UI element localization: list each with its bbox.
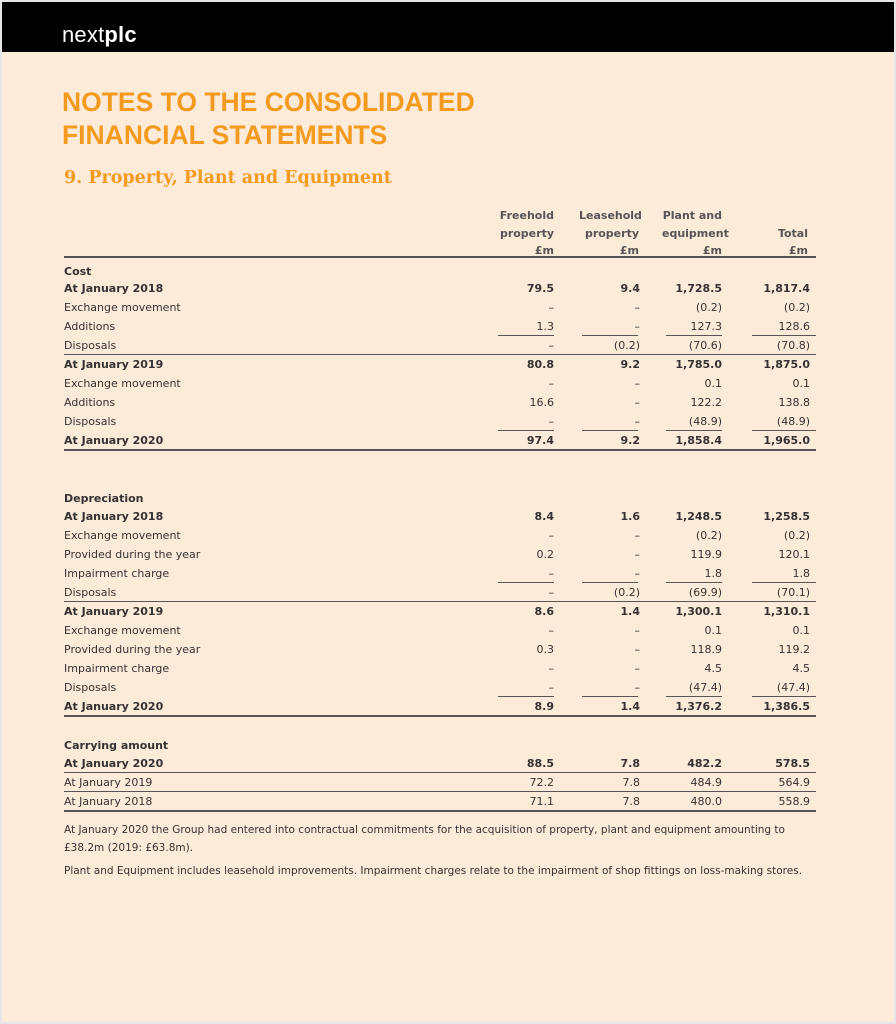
cell-value: – xyxy=(634,681,640,694)
table-rule xyxy=(498,582,554,583)
cell-value: 1,875.0 xyxy=(763,358,810,371)
row-label: Impairment charge xyxy=(64,567,170,580)
table-rule xyxy=(666,430,722,431)
document-page xyxy=(2,2,894,1022)
table-row xyxy=(64,773,816,792)
table-row xyxy=(64,336,816,355)
cell-value: 1,300.1 xyxy=(675,605,722,618)
cell-value: (0.2) xyxy=(613,339,640,352)
cell-value: 1.8 xyxy=(704,567,722,580)
table-rule xyxy=(666,335,722,336)
cell-value: 128.6 xyxy=(778,320,810,333)
brand-logo: nextplc xyxy=(62,22,137,47)
cell-value: 88.5 xyxy=(526,757,554,770)
column-header-freehold: Freehold property £m xyxy=(499,209,554,257)
table-rule xyxy=(752,582,816,583)
cell-value: – xyxy=(548,681,554,694)
cell-value: 1,817.4 xyxy=(763,282,810,295)
depreciation-section-heading: Depreciation xyxy=(64,492,144,505)
cell-value: 1,728.5 xyxy=(675,282,722,295)
table-rule xyxy=(64,354,816,355)
cell-value: 0.1 xyxy=(704,377,722,390)
row-label: At January 2018 xyxy=(64,795,153,808)
cell-value: 484.9 xyxy=(690,776,722,789)
table-rule xyxy=(666,582,722,583)
cell-value: – xyxy=(548,567,554,580)
cell-value: 1,248.5 xyxy=(675,510,722,523)
cell-value: 16.6 xyxy=(529,396,554,409)
row-label: At January 2020 xyxy=(64,434,164,447)
cell-value: 0.1 xyxy=(792,624,810,637)
cell-value: 9.4 xyxy=(620,282,640,295)
table-row xyxy=(64,640,816,659)
table-row xyxy=(64,754,816,773)
row-label: At January 2019 xyxy=(64,605,164,618)
table-row xyxy=(64,621,816,640)
cell-value: 119.2 xyxy=(778,643,810,656)
cell-value: 1,310.1 xyxy=(763,605,810,618)
cell-value: – xyxy=(634,624,640,637)
table-row xyxy=(64,279,816,298)
carrying-section-heading: Carrying amount xyxy=(64,739,169,752)
cell-value: 8.6 xyxy=(534,605,554,618)
row-label: Disposals xyxy=(64,339,117,352)
cell-value: (70.6) xyxy=(688,339,722,352)
cell-value: 1,965.0 xyxy=(763,434,810,447)
cell-value: (0.2) xyxy=(783,529,810,542)
cell-value: 482.2 xyxy=(687,757,722,770)
table-row xyxy=(64,431,816,450)
row-label: At January 2018 xyxy=(64,282,164,295)
cell-value: 4.5 xyxy=(704,662,722,675)
cell-value: 97.4 xyxy=(526,434,554,447)
table-rule xyxy=(752,335,816,336)
row-label: Provided during the year xyxy=(64,548,201,561)
cell-value: 80.8 xyxy=(526,358,554,371)
cell-value: 0.3 xyxy=(536,643,554,656)
row-label: At January 2020 xyxy=(64,757,164,770)
cell-value: 120.1 xyxy=(778,548,810,561)
cell-value: 4.5 xyxy=(792,662,810,675)
table-row xyxy=(64,355,816,374)
cell-value: 7.8 xyxy=(622,795,640,808)
cell-value: – xyxy=(634,301,640,314)
cell-value: – xyxy=(634,662,640,675)
cell-value: (48.9) xyxy=(688,415,722,428)
cell-value: 118.9 xyxy=(690,643,722,656)
cell-value: – xyxy=(548,662,554,675)
cell-value: (69.9) xyxy=(688,586,722,599)
cell-value: – xyxy=(634,643,640,656)
cell-value: 564.9 xyxy=(778,776,810,789)
cell-value: 9.2 xyxy=(620,358,640,371)
section-title: 9. Property, Plant and Equipment xyxy=(64,168,392,188)
row-label: At January 2019 xyxy=(64,358,164,371)
page-title: NOTES TO THE CONSOLIDATED FINANCIAL STATEMENTS xyxy=(62,87,475,150)
cell-value: 578.5 xyxy=(775,757,810,770)
cell-value: 1.6 xyxy=(620,510,640,523)
cell-value: – xyxy=(548,301,554,314)
cell-value: 8.4 xyxy=(534,510,554,523)
cell-value: – xyxy=(548,377,554,390)
cell-value: (70.1) xyxy=(776,586,810,599)
table-rule xyxy=(752,430,816,431)
cell-value: 1,858.4 xyxy=(675,434,722,447)
table-row xyxy=(64,412,816,431)
cell-value: 0.2 xyxy=(536,548,554,561)
table-rule xyxy=(582,430,638,431)
table-row xyxy=(64,545,816,564)
cell-value: 1.4 xyxy=(620,605,640,618)
improvements-note: Plant and Equipment includes leasehold improvements. Impairment charges relate to the impairment of shop fittings on loss-making stores. xyxy=(64,865,803,877)
cell-value: 8.9 xyxy=(534,700,554,713)
cell-value: – xyxy=(548,529,554,542)
cell-value: – xyxy=(634,320,640,333)
column-header-leasehold: Leasehold property £m xyxy=(579,209,642,257)
table-rule xyxy=(582,582,638,583)
table-rule xyxy=(64,791,816,792)
table-rule xyxy=(498,430,554,431)
cell-value: (0.2) xyxy=(783,301,810,314)
cell-value: 1,386.5 xyxy=(763,700,810,713)
cell-value: – xyxy=(548,586,554,599)
table-rule xyxy=(64,810,816,812)
row-label: At January 2019 xyxy=(64,776,153,789)
cell-value: 7.8 xyxy=(622,776,640,789)
table-rule xyxy=(64,449,816,451)
row-label: Exchange movement xyxy=(64,624,181,637)
cell-value: – xyxy=(548,415,554,428)
row-label: At January 2018 xyxy=(64,510,164,523)
cell-value: 1.4 xyxy=(620,700,640,713)
header-rule xyxy=(64,256,816,258)
table-row xyxy=(64,583,816,602)
table-row xyxy=(64,792,816,811)
cell-value: – xyxy=(634,548,640,561)
row-label: Exchange movement xyxy=(64,377,181,390)
cell-value: 119.9 xyxy=(690,548,722,561)
column-header-plant: Plant and equipment £m xyxy=(662,209,729,257)
header-bar xyxy=(2,2,894,52)
table-rule xyxy=(64,715,816,717)
table-row xyxy=(64,697,816,716)
cell-value: 127.3 xyxy=(690,320,722,333)
cell-value: 138.8 xyxy=(778,396,810,409)
commitments-note: At January 2020 the Group had entered into contractual commitments for the acquisition of property, plant and equipment amounting to £38.2m (2019: £63.8m). xyxy=(64,824,785,854)
table-rule xyxy=(498,335,554,336)
cell-value: 122.2 xyxy=(690,396,722,409)
table-rule xyxy=(64,601,816,602)
cell-value: (70.8) xyxy=(776,339,810,352)
table-rule xyxy=(498,696,554,697)
cell-value: 480.0 xyxy=(690,795,722,808)
cell-value: 558.9 xyxy=(778,795,810,808)
cell-value: – xyxy=(634,377,640,390)
cell-value: 1.3 xyxy=(536,320,554,333)
row-label: Additions xyxy=(64,320,116,333)
table-row xyxy=(64,298,816,317)
row-label: Exchange movement xyxy=(64,529,181,542)
cell-value: – xyxy=(548,624,554,637)
row-label: Disposals xyxy=(64,681,117,694)
table-row xyxy=(64,393,816,412)
table-row xyxy=(64,374,816,393)
row-label: Provided during the year xyxy=(64,643,201,656)
row-label: Impairment charge xyxy=(64,662,170,675)
cell-value: 79.5 xyxy=(526,282,554,295)
table-rule xyxy=(752,696,816,697)
cell-value: – xyxy=(634,529,640,542)
cell-value: – xyxy=(634,396,640,409)
cell-value: – xyxy=(548,339,554,352)
row-label: Additions xyxy=(64,396,116,409)
table-rule xyxy=(666,696,722,697)
cell-value: – xyxy=(634,415,640,428)
cell-value: 72.2 xyxy=(529,776,554,789)
table-rule xyxy=(582,696,638,697)
table-rule xyxy=(582,335,638,336)
cell-value: – xyxy=(634,567,640,580)
cell-value: 0.1 xyxy=(704,624,722,637)
cell-value: (47.4) xyxy=(776,681,810,694)
cell-value: (48.9) xyxy=(776,415,810,428)
table-row xyxy=(64,678,816,697)
cell-value: (0.2) xyxy=(695,301,722,314)
table-row xyxy=(64,507,816,526)
table-row xyxy=(64,317,816,336)
cell-value: 7.8 xyxy=(620,757,640,770)
table-row xyxy=(64,602,816,621)
cell-value: (47.4) xyxy=(688,681,722,694)
row-label: At January 2020 xyxy=(64,700,164,713)
cell-value: 1,376.2 xyxy=(675,700,722,713)
row-label: Disposals xyxy=(64,586,117,599)
row-label: Exchange movement xyxy=(64,301,181,314)
row-label: Disposals xyxy=(64,415,117,428)
table-row xyxy=(64,659,816,678)
column-header-total: Total £m xyxy=(777,226,808,257)
table-row xyxy=(64,564,816,583)
cell-value: 1.8 xyxy=(792,567,810,580)
cell-value: (0.2) xyxy=(695,529,722,542)
table-rule xyxy=(64,772,816,773)
cell-value: (0.2) xyxy=(613,586,640,599)
cell-value: 9.2 xyxy=(620,434,640,447)
table-row xyxy=(64,526,816,545)
cell-value: 1,785.0 xyxy=(675,358,722,371)
cell-value: 71.1 xyxy=(529,795,554,808)
cell-value: 0.1 xyxy=(792,377,810,390)
cost-section-heading: Cost xyxy=(64,265,92,278)
cell-value: 1,258.5 xyxy=(763,510,810,523)
